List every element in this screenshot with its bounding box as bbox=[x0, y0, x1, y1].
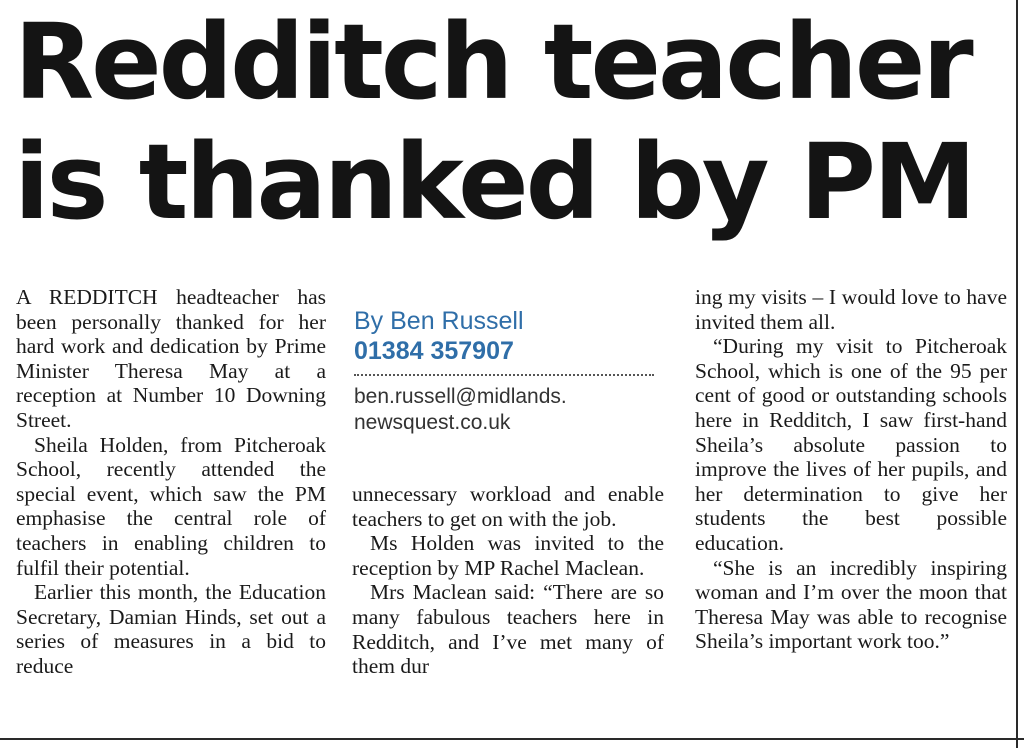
article-column-1 bbox=[16, 285, 326, 679]
byline-email bbox=[354, 384, 659, 436]
paragraph-visits-continued: ing my visits – I would love to have invited them all. bbox=[695, 285, 1007, 334]
rule-bottom bbox=[0, 738, 1024, 740]
headline-line-1: Redditch teacher bbox=[14, 1, 971, 123]
byline-author: By Ben Russell bbox=[354, 307, 524, 335]
article-column-3 bbox=[695, 285, 1007, 654]
byline-box bbox=[354, 306, 659, 436]
paragraph-education-secretary: Earlier this month, the Education Secretary, Damian Hinds, set out a series of measures in a bid to reduce bbox=[16, 580, 326, 678]
paragraph-pitcheroak-visit: “During my visit to Pitcheroak School, which is one of the 95 per cent of good or outstanding schools here in Redditch, I saw first-hand Sheila’s absolute passion to improve the lives of her pupils, and her determination to give her students the best possible education. bbox=[695, 334, 1007, 555]
paragraph-intro: A REDDITCH headteacher has been personally thanked for her hard work and dedication by Prime Minister Theresa May at a reception at Number 10 Downing Street. bbox=[16, 285, 326, 432]
headline bbox=[14, 2, 1014, 242]
article-column-2 bbox=[352, 482, 664, 679]
column-rule-right bbox=[1016, 0, 1018, 748]
byline-phone: 01384 357907 bbox=[354, 337, 514, 365]
headline-line-2: is thanked by PM bbox=[14, 121, 974, 243]
byline-email-line-2: newsquest.co.uk bbox=[354, 411, 511, 434]
byline-email-line-1: ben.russell@midlands. bbox=[354, 385, 567, 408]
byline-divider bbox=[354, 374, 654, 376]
paragraph-inspiring-woman: “She is an incredibly inspiring woman and I’m over the moon that Theresa May was able to recognise Sheila’s important work too.” bbox=[695, 555, 1007, 654]
paragraph-sheila-holden: Sheila Holden, from Pitcheroak School, recently attended the special event, which saw the PM emphasise the central role of teachers in enabling children to fulfil their potential. bbox=[16, 432, 326, 580]
paragraph-invitation: Ms Holden was invited to the reception by MP Rachel Maclean. bbox=[352, 531, 664, 580]
paragraph-maclean-quote: Mrs Maclean said: “There are so many fabulous teachers here in Redditch, and I’ve met many of them dur bbox=[352, 580, 664, 679]
paragraph-workload-continued: unnecessary workload and enable teachers to get on with the job. bbox=[352, 482, 664, 531]
